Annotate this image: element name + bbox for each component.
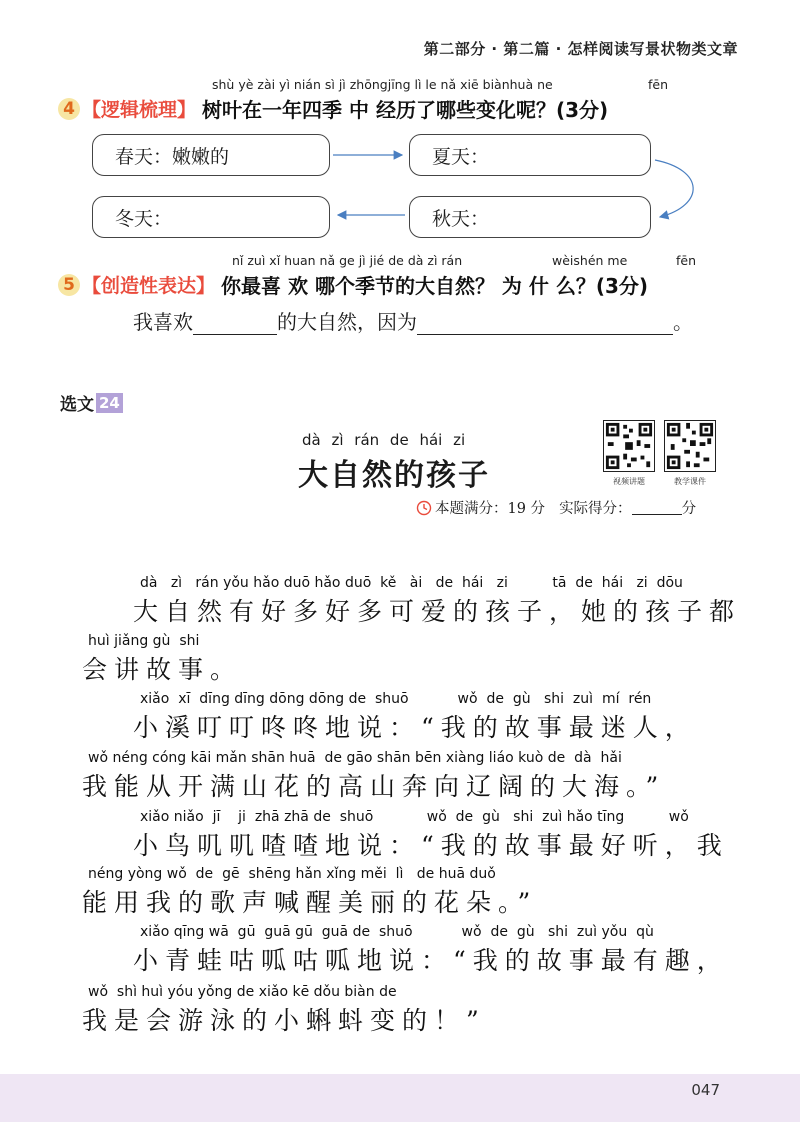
page-number: 047 — [691, 1081, 720, 1099]
question-4 — [58, 94, 608, 123]
answer-blank-season[interactable] — [193, 312, 277, 335]
qr-courseware-label: 教学课件 — [674, 477, 706, 486]
winter-label: 冬天： — [115, 207, 173, 230]
passage-pinyin-7: xiǎo qīng wā gū guā gū guā de shuō wǒ de gù shi zuì yǒu qù — [140, 924, 654, 940]
passage-number: 24 — [96, 393, 123, 413]
passage-label-text: 选文 — [60, 395, 94, 415]
passage-text-1: 大自然有好多好多可爱的孩子，她的孩子都 — [133, 597, 742, 626]
passage-pinyin-8: wǒ shì huì yóu yǒng de xiǎo kē dǒu biàn de — [88, 984, 397, 1000]
passage-pinyin-5: xiǎo niǎo jī ji zhā zhā de shuō wǒ de gù shi zuì hǎo tīng wǒ — [140, 809, 689, 825]
clock-icon — [416, 500, 432, 516]
answer-blank-reason[interactable] — [417, 312, 673, 335]
score-actual-blank[interactable] — [632, 500, 682, 515]
q5-pinyin-fen: fēn — [676, 253, 697, 268]
passage-pinyin-2: huì jiǎng gù shi — [88, 633, 200, 649]
passage-pinyin-6: néng yòng wǒ de gē shēng hǎn xǐng měi lì de huā duǒ — [88, 866, 496, 882]
question-5 — [58, 270, 648, 299]
answer-prefix: 我喜欢 — [133, 310, 193, 334]
q5-text: 你最喜 欢 哪个季节的大自然？ 为 什 么？(3分) — [221, 274, 649, 298]
score-unit: 分 — [681, 501, 697, 517]
passage-text-4: 我能从开满山花的高山奔向辽阔的大海。” — [82, 772, 666, 801]
q4-text: 树叶在一年四季 中 经历了哪些变化呢？(3分) — [202, 98, 609, 122]
passage-text-2: 会讲故事。 — [82, 655, 243, 684]
score-full: 本题满分：19 分 — [435, 501, 546, 517]
passage-pinyin-4: wǒ néng cóng kāi mǎn shān huā de gāo shān bēn xiàng liáo kuò de dà hǎi — [88, 750, 622, 766]
passage-text-6: 能用我的歌声喊醒美丽的花朵。” — [82, 888, 538, 917]
summer-label: 夏天： — [432, 145, 490, 168]
passage-label — [60, 390, 123, 415]
q4-pinyin-fen: fēn — [648, 77, 669, 92]
q4-tag: 【逻辑梳理】 — [82, 99, 197, 121]
q5-number: 5 — [58, 274, 80, 296]
passage-pinyin-3: xiǎo xī dīng dīng dōng dōng de shuō wǒ de gù shi zuì mí rén — [140, 691, 652, 707]
season-arrows — [0, 130, 800, 245]
q5-pinyin: nǐ zuì xǐ huan nǎ ge jì jié de dà zì rán — [232, 253, 463, 268]
passage-text-8: 我是会游泳的小蝌蚪变的！” — [82, 1006, 486, 1035]
passage-text-3: 小溪叮叮咚咚地说：“我的故事最迷人， — [133, 713, 697, 742]
qr-video-label: 视频讲题 — [613, 477, 645, 486]
passage-pinyin-1: dà zì rán yǒu hǎo duō hǎo duō kě ài de hái zi tā de hái zi dōu — [140, 575, 683, 591]
passage-title: 大自然的孩子 — [298, 458, 490, 493]
q4-pinyin: shù yè zài yì nián sì jì zhōngjīng lì le nǎ xiē biànhuà ne — [212, 77, 553, 92]
arrow-summer-to-autumn — [655, 160, 693, 217]
qr-code-icon — [664, 420, 716, 472]
answer-mid: 的大自然，因为 — [277, 310, 417, 334]
title-pinyin: dà zì rán de hái zi — [302, 431, 466, 449]
passage-text-7: 小青蛙咕呱咕呱地说：“我的故事最有趣， — [133, 946, 729, 975]
q5-tag: 【创造性表达】 — [82, 275, 216, 297]
score-actual-label: 实际得分： — [559, 501, 632, 517]
passage-text-5: 小鸟叽叽喳喳地说：“我的故事最好听，我 — [133, 831, 729, 860]
answer-end: 。 — [673, 310, 693, 334]
score-line — [416, 497, 696, 518]
qr-courseware[interactable] — [664, 420, 716, 487]
q4-number: 4 — [58, 98, 80, 120]
qr-video[interactable] — [603, 420, 655, 487]
qr-code-icon — [603, 420, 655, 472]
footer-band — [0, 1074, 800, 1122]
q5-pinyin-wsm: wèishén me — [552, 253, 628, 268]
spring-label: 春天：嫩嫩的 — [115, 145, 230, 168]
autumn-label: 秋天： — [432, 207, 490, 230]
q5-answer-line — [133, 306, 693, 335]
section-header: 第二部分 · 第二篇 · 怎样阅读写景状物类文章 — [423, 40, 738, 58]
